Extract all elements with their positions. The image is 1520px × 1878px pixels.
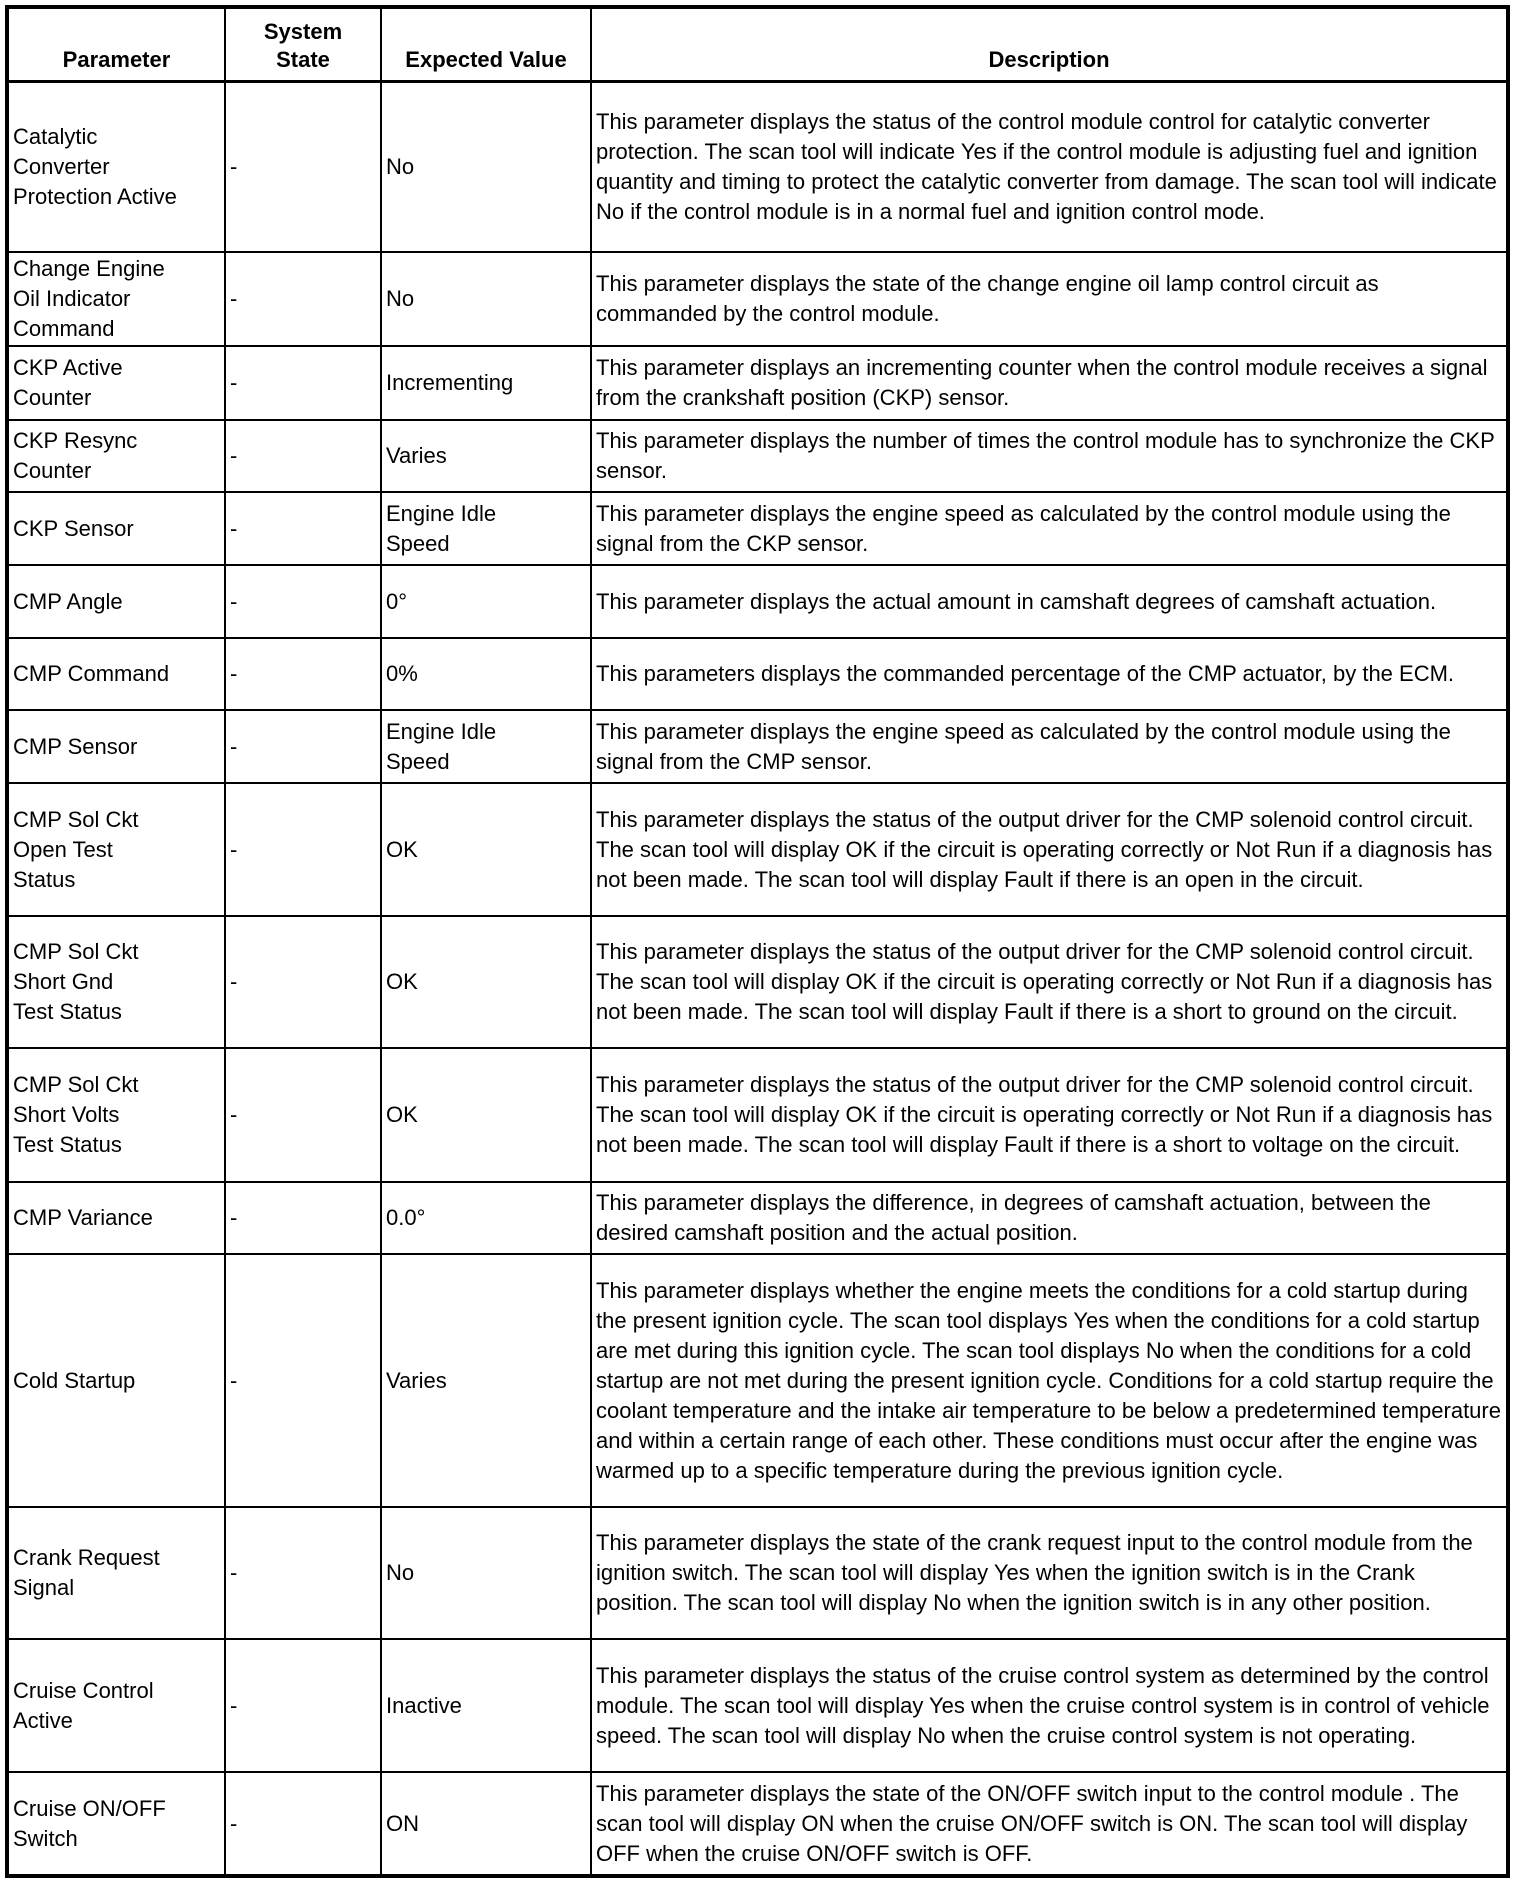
parameter-table bbox=[5, 5, 1510, 1878]
table-row bbox=[7, 81, 1508, 252]
cell-expected-value: OK bbox=[381, 916, 591, 1048]
table-row bbox=[7, 1639, 1508, 1772]
cell-parameter: CMP Sensor bbox=[7, 710, 225, 783]
cell-parameter: CMP Command bbox=[7, 638, 225, 710]
table-row bbox=[7, 710, 1508, 783]
header-expected-value: Expected Value bbox=[381, 7, 591, 81]
parameter-name: CKP Active Counter bbox=[13, 355, 123, 410]
cell-description: This parameter displays an incrementing counter when the control module receives a signal from the crankshaft position (CKP) sensor. bbox=[591, 346, 1508, 420]
cell-system-state: - bbox=[225, 1254, 381, 1507]
cell-description: This parameter displays the status of the output driver for the CMP solenoid control circuit. The scan tool will display OK if the circuit is operating correctly or Not Run if a diagnosis has not been made. The scan tool will display Fault if there is an open in the circuit. bbox=[591, 783, 1508, 916]
cell-system-state: - bbox=[225, 783, 381, 916]
table-row bbox=[7, 492, 1508, 565]
header-description: Description bbox=[591, 7, 1508, 81]
cell-parameter bbox=[7, 81, 225, 252]
cell-system-state: - bbox=[225, 81, 381, 252]
cell-system-state: - bbox=[225, 1639, 381, 1772]
cell-expected-value: Varies bbox=[381, 420, 591, 492]
cell-system-state: - bbox=[225, 252, 381, 346]
cell-system-state: - bbox=[225, 710, 381, 783]
parameter-name: Crank Request Signal bbox=[13, 1545, 160, 1600]
header-parameter: Parameter bbox=[7, 7, 225, 81]
cell-expected-value: Inactive bbox=[381, 1639, 591, 1772]
cell-description: This parameters displays the commanded percentage of the CMP actuator, by the ECM. bbox=[591, 638, 1508, 710]
cell-system-state: - bbox=[225, 565, 381, 638]
table-row bbox=[7, 783, 1508, 916]
cell-expected-value: 0.0° bbox=[381, 1182, 591, 1254]
cell-expected-value: 0° bbox=[381, 565, 591, 638]
parameter-name: CMP Sol Ckt Short Gnd Test Status bbox=[13, 939, 139, 1024]
table-row bbox=[7, 1254, 1508, 1507]
header-system-state-label: System State bbox=[263, 18, 343, 72]
expected-value-text: Engine Idle Speed bbox=[386, 718, 497, 774]
expected-value-text: Engine Idle Speed bbox=[386, 500, 497, 556]
cell-description: This parameter displays the status of the output driver for the CMP solenoid control circuit. The scan tool will display OK if the circuit is operating correctly or Not Run if a diagnosis has not been made. The scan tool will display Fault if there is a short to ground on the circuit. bbox=[591, 916, 1508, 1048]
table-row bbox=[7, 638, 1508, 710]
cell-parameter bbox=[7, 1507, 225, 1639]
cell-parameter bbox=[7, 1048, 225, 1182]
cell-parameter: CMP Angle bbox=[7, 565, 225, 638]
header-system-state bbox=[225, 7, 381, 81]
cell-system-state: - bbox=[225, 1182, 381, 1254]
cell-description: This parameter displays the state of the crank request input to the control module from the ignition switch. The scan tool will display Yes when the ignition switch is in the Crank position. The scan tool will display No when the ignition switch is in any other position. bbox=[591, 1507, 1508, 1639]
cell-expected-value: No bbox=[381, 252, 591, 346]
cell-expected-value: ON bbox=[381, 1772, 591, 1876]
cell-description: This parameter displays the actual amount in camshaft degrees of camshaft actuation. bbox=[591, 565, 1508, 638]
cell-expected-value: OK bbox=[381, 783, 591, 916]
table-row bbox=[7, 565, 1508, 638]
cell-system-state: - bbox=[225, 492, 381, 565]
cell-description: This parameter displays the state of the ON/OFF switch input to the control module . The scan tool will display ON when the cruise ON/OFF switch is ON. The scan tool will display OFF when the cruise ON/OFF switch is OFF. bbox=[591, 1772, 1508, 1876]
table-header-row bbox=[7, 7, 1508, 81]
cell-parameter bbox=[7, 420, 225, 492]
cell-parameter: CKP Sensor bbox=[7, 492, 225, 565]
cell-description: This parameter displays the number of times the control module has to synchronize the CKP sensor. bbox=[591, 420, 1508, 492]
cell-parameter: CMP Variance bbox=[7, 1182, 225, 1254]
table-row bbox=[7, 420, 1508, 492]
cell-system-state: - bbox=[225, 420, 381, 492]
cell-expected-value: 0% bbox=[381, 638, 591, 710]
table-row bbox=[7, 346, 1508, 420]
cell-description: This parameter displays whether the engine meets the conditions for a cold startup during the present ignition cycle. The scan tool displays Yes when the conditions for a cold startup are met during this ignition cycle. The scan tool displays No when the conditions for a cold startup are not met during the present ignition cycle. Conditions for a cold startup require the coolant temperature and the intake air temperature to be below a predetermined temperature and within a certain range of each other. These conditions must occur after the engine was warmed up to a specific temperature during the previous ignition cycle. bbox=[591, 1254, 1508, 1507]
cell-parameter bbox=[7, 916, 225, 1048]
cell-system-state: - bbox=[225, 638, 381, 710]
cell-expected-value: No bbox=[381, 81, 591, 252]
parameter-name: Cruise ON/OFF Switch bbox=[13, 1795, 166, 1851]
cell-parameter: Cold Startup bbox=[7, 1254, 225, 1507]
cell-parameter bbox=[7, 1639, 225, 1772]
table-row bbox=[7, 1772, 1508, 1876]
parameter-name: CMP Sol Ckt Open Test Status bbox=[13, 806, 139, 892]
cell-parameter bbox=[7, 1772, 225, 1876]
cell-expected-value bbox=[381, 492, 591, 565]
parameter-name: Cruise Control Active bbox=[13, 1677, 154, 1733]
cell-expected-value: OK bbox=[381, 1048, 591, 1182]
cell-parameter bbox=[7, 252, 225, 346]
cell-system-state: - bbox=[225, 916, 381, 1048]
cell-description: This parameter displays the state of the change engine oil lamp control circuit as commanded by the control module. bbox=[591, 252, 1508, 346]
cell-system-state: - bbox=[225, 1048, 381, 1182]
cell-description: This parameter displays the status of the cruise control system as determined by the control module. The scan tool will display Yes when the cruise control system is in control of vehicle speed. The scan tool will display No when the cruise control system is not operating. bbox=[591, 1639, 1508, 1772]
cell-description: This parameter displays the status of the control module control for catalytic converter protection. The scan tool will indicate Yes if the control module is adjusting fuel and ignition quantity and timing to protect the catalytic converter from damage. The scan tool will indicate No if the control module is in a normal fuel and ignition control mode. bbox=[591, 81, 1508, 252]
table-row bbox=[7, 1182, 1508, 1254]
cell-description: This parameter displays the engine speed as calculated by the control module using the signal from the CKP sensor. bbox=[591, 492, 1508, 565]
cell-description: This parameter displays the status of the output driver for the CMP solenoid control circuit. The scan tool will display OK if the circuit is operating correctly or Not Run if a diagnosis has not been made. The scan tool will display Fault if there is a short to voltage on the circuit. bbox=[591, 1048, 1508, 1182]
table-row bbox=[7, 1048, 1508, 1182]
cell-parameter bbox=[7, 346, 225, 420]
cell-system-state: - bbox=[225, 346, 381, 420]
cell-system-state: - bbox=[225, 1507, 381, 1639]
cell-system-state: - bbox=[225, 1772, 381, 1876]
parameter-name: Change Engine Oil Indicator Command bbox=[13, 256, 165, 341]
parameter-name: Catalytic Converter Protection Active bbox=[13, 123, 177, 209]
parameter-name: CKP Resync Counter bbox=[13, 428, 138, 483]
table-row bbox=[7, 916, 1508, 1048]
cell-parameter bbox=[7, 783, 225, 916]
cell-expected-value: Incrementing bbox=[381, 346, 591, 420]
parameter-name: CMP Sol Ckt Short Volts Test Status bbox=[13, 1072, 139, 1157]
cell-expected-value: Varies bbox=[381, 1254, 591, 1507]
cell-description: This parameter displays the difference, in degrees of camshaft actuation, between the desired camshaft position and the actual position. bbox=[591, 1182, 1508, 1254]
cell-expected-value bbox=[381, 710, 591, 783]
table-row bbox=[7, 1507, 1508, 1639]
cell-expected-value: No bbox=[381, 1507, 591, 1639]
cell-description: This parameter displays the engine speed as calculated by the control module using the signal from the CMP sensor. bbox=[591, 710, 1508, 783]
table-row bbox=[7, 252, 1508, 346]
